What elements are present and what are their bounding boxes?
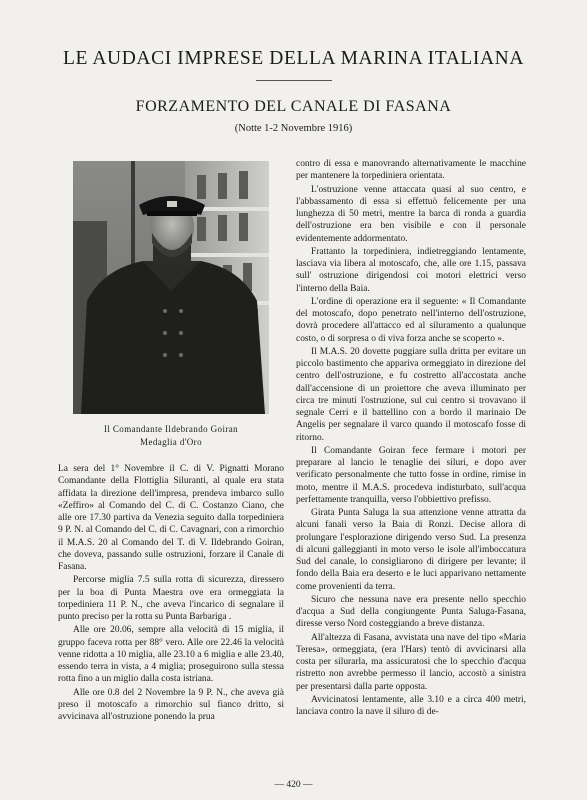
paragraph: Il M.A.S. 20 dovette puggiare sulla dritta per evitare un piccolo bastimento che appariva ormeggiato in direzione del centro dell'ostruzione, e fu costretto all'accostata anche dall'accensione di un proiettore che aveva illuminato per circa tre minuti l'ostruzione, sul cui centro si trovavano il segnale Cerri e il battellino con a bordo il marinaio De Angelis per segnalare il varco quando il motoscafo fosse di ritorno. bbox=[296, 346, 526, 443]
paragraph: Avvicinatosi lentamente, alle 3.10 e a circa 400 metri, lanciava contro la nave il siluro di de- bbox=[296, 694, 526, 717]
paragraph: Percorse miglia 7.5 sulla rotta di sicurezza, diressero per la boa di Punta Maestra ove era ormeggiata la torpediniera 11 P. N., che aveva l'incarico di segnalare il punto preciso per la rotta su Punta Barbariga . bbox=[58, 575, 284, 622]
portrait-photo bbox=[73, 161, 269, 414]
caption-line-2: Medaglia d'Oro bbox=[140, 436, 202, 447]
paragraph: Alle ore 20.06, sempre alla velocità di 15 miglia, il gruppo faceva rotta per 88° vero. Alle ore 22.46 la velocità venne ridotta a 10 miglia, alle 23.10 a 6 miglia e alle 23.40, essendo terra in vista, a 4 miglia; proseguirono sulla stessa rotta fino a un miglio dalla costa istriana. bbox=[58, 625, 284, 685]
paragraph: Alle ore 0.8 del 2 Novembre la 9 P. N., che aveva già preso il motoscafo a rimorchio sul fianco dritto, si avvicinava all'ostruzione ponendo la prua bbox=[58, 687, 284, 722]
header-rule bbox=[256, 80, 332, 81]
paragraph: Il Comandante Goiran fece fermare i motori per preparare al lancio le tenaglie dei siluri, e dopo aver verificato personalmente che tutto fosse in ordine, rimise in moto, mentre il M.A.S. procedeva indisturbato, sull'acqua perfettamente tranquilla, verso l'obbiettivo prefisso. bbox=[296, 445, 526, 505]
page-number: — 420 — bbox=[274, 780, 313, 790]
running-head: LE AUDACI IMPRESE DELLA MARINA ITALIANA bbox=[62, 48, 525, 69]
left-column bbox=[58, 463, 284, 723]
paragraph: All'altezza di Fasana, avvistata una nave del tipo «Maria Teresa», ormeggiata, (era l'Hars) tentò di avvicinarsi alla costa per silurarla, ma assicuratosi che lo specchio d'acqua ristretto non avrebbe permesso il lancio, accostò a sinistra per presentarsi dalla parte opposta. bbox=[296, 632, 526, 692]
article-title: FORZAMENTO DEL CANALE DI FASANA bbox=[135, 98, 452, 115]
paragraph: Girata Punta Saluga la sua attenzione venne attratta da alcuni fanali verso la Baia di Ronzi. Decise allora di prolungare l'esplorazione dirigendo verso Sud. La presenza di alcuni galleggianti in moto verso le isole all'imboccatura Sud del canale, lo consigliarono di dirigere per levante; il fondo della Baia era deserto e le luci apparivano nettamente come provenienti da terra. bbox=[296, 508, 526, 592]
paragraph: La sera del 1° Novembre il C. di V. Pignatti Morano Comandante della Flottiglia Siluranti, al quale era stata affidata la direzione dell'impresa, prendeva imbarco sullo «Zeffiro» al Comando del C. di C. Costanzo Ciano, che alle ore 17.30 partiva da Venezia seguito dalla torpediniera 9 P. N. al Comando del C. di C. Cavagnari, con a rimorchio il M.A.S. 20 al Comando del T. di V. Ildebrando Goiran, che doveva, passando sulle ostruzioni, forzare il Canale di Fasana. bbox=[58, 464, 284, 572]
photo-caption bbox=[73, 423, 269, 448]
article-date: (Notte 1-2 Novembre 1916) bbox=[234, 123, 353, 134]
paragraph: Frattanto la torpediniera, indietreggiando lentamente, lasciava via libera al motoscafo, che, alle ore 1.15, passava sull' ostruzione dirigendosi coi motori elettrici verso l'interno della Baia. bbox=[296, 246, 526, 294]
caption-line-1: Il Comandante Ildebrando Goiran bbox=[103, 424, 239, 434]
right-column bbox=[296, 158, 526, 718]
paragraph: contro di essa e manovrando alternativamente le macchine per mantenere la torpediniera orientata. bbox=[296, 159, 526, 182]
paragraph: Sicuro che nessuna nave era presente nello specchio d'acqua a Sud della congiungente Punta Saluga-Fasana, diresse verso Nord costeggiando a breve distanza. bbox=[296, 594, 526, 630]
paragraph: L'ostruzione venne attaccata quasi al suo centro, e l'abbassamento di essa si effettuò felicemente per una lunghezza di 50 metri, mentre la barca di ronda a guardia dell'ostruzione era ben visibile e con il personale evidentemente addormentato. bbox=[296, 184, 526, 244]
paragraph: L'ordine di operazione era il seguente: « Il Comandante del motoscafo, dopo penetrato nell'interno dell'ostruzione, dovrà procedere all'attacco ed al siluramento a qualunque costo, o di sorpresa o di viva forza anche se scoperto ». bbox=[296, 296, 526, 344]
